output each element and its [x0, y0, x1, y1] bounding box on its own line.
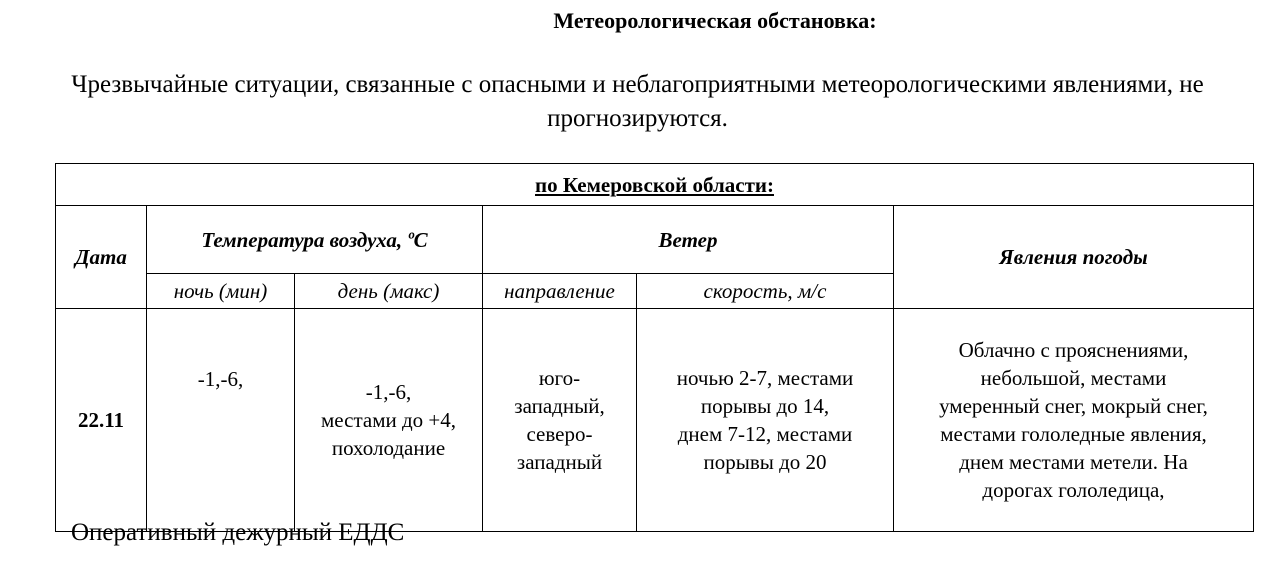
cell-speed [637, 309, 894, 532]
cell-phenomena [894, 309, 1254, 532]
phenomena-line: дорогах гололедица, [982, 478, 1165, 502]
phenomena-line: умеренный снег, мокрый снег, [939, 394, 1208, 418]
phenomena-line: Облачно с прояснениями, [958, 338, 1189, 362]
direction-line: западный, [514, 394, 605, 418]
table-row [56, 309, 1254, 532]
header-night: ночь (мин) [147, 274, 295, 309]
header-date: Дата [56, 206, 147, 309]
speed-line: порывы до 20 [703, 450, 827, 474]
weather-table [55, 163, 1254, 532]
phenomena-line: небольшой, местами [980, 366, 1167, 390]
day-line: местами до +4, [320, 408, 456, 432]
direction-line: юго- [538, 366, 581, 390]
phenomena-line: днем местами метели. На [959, 450, 1188, 474]
duty-officer-signature: Оперативный дежурный ЕДДС [71, 519, 405, 546]
page-title: Метеорологическая обстановка: [553, 8, 877, 33]
header-day: день (макс) [295, 274, 483, 309]
cell-direction [483, 309, 637, 532]
header-phenomena: Явления погоды [894, 206, 1254, 309]
speed-line: ночью 2-7, местами [676, 366, 854, 390]
forecast-statement: Чрезвычайные ситуации, связанные с опасными и неблагоприятными метеорологическими явлениями, не прогнозируются. [71, 71, 1204, 132]
day-line: -1,-6, [365, 380, 412, 404]
region-header: по Кемеровской области: [56, 164, 1254, 206]
cell-date: 22.11 [56, 309, 147, 532]
speed-line: днем 7-12, местами [677, 422, 853, 446]
cell-day [295, 309, 483, 532]
header-wind: Ветер [483, 206, 894, 274]
phenomena-line: местами гололедные явления, [940, 422, 1207, 446]
header-temperature: Температура воздуха, ºС [147, 206, 483, 274]
day-line: похолодание [331, 436, 446, 460]
direction-line: северо- [526, 422, 593, 446]
speed-line: порывы до 14, [700, 394, 830, 418]
header-direction: направление [483, 274, 637, 309]
header-speed: скорость, м/с [637, 274, 894, 309]
direction-line: западный [516, 450, 603, 474]
cell-night: -1,-6, [147, 309, 295, 532]
